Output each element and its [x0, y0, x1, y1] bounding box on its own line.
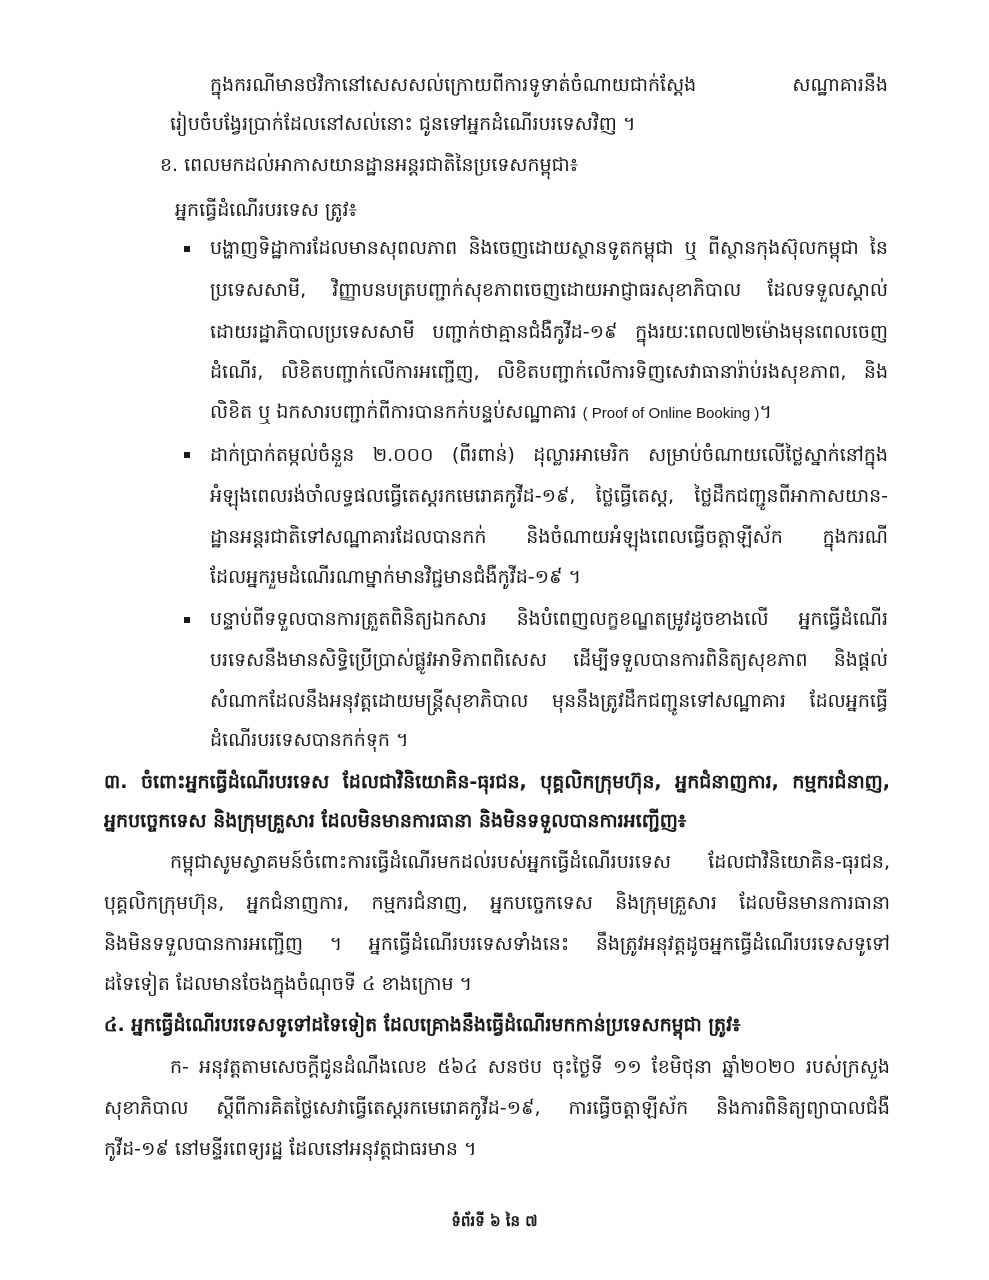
section-3-heading-line-2: អ្នកបច្ចេកទេស និងក្រុមគ្រួសារ ដែលមិនមានការធានា និងមិនទទួលបានការអញ្ជើញ៖ — [104, 810, 687, 832]
intro-line-1: ក្នុងករណីមានថវិកានៅសេសសល់ក្រោយពីការទូទាត់ចំណាយជាក់ស្តែង សណ្ឋាគារនឹង — [210, 74, 888, 96]
bullet-2-line-4: ដែលអ្នករួមដំណើរណាម្នាក់មានវិជ្ជមានជំងឺកូវីដ-១៩ ។ — [210, 566, 582, 588]
bullet-2-line-3: ដ្ឋានអន្តរជាតិទៅសណ្ឋាគារដែលបានកក់ និងចំណាយអំឡុងពេលធ្វើចត្តាឡីស័ក ក្នុងករណី — [210, 526, 888, 548]
bullet-1-marker — [184, 246, 190, 252]
bullet-1-line-1: បង្ហាញទិដ្ឋាការដែលមានសុពលភាព និងចេញដោយស្ថានទូតកម្ពុជា ឬ ពីស្ថានកុងស៊ុលកម្ពុជា នៃ — [210, 237, 888, 259]
bullet-2-line-1: ដាក់ប្រាក់តម្កល់ចំនួន ២.០០០ (ពីរពាន់) ដុល្លារអាមេរិក សម្រាប់ចំណាយលើថ្លៃស្នាក់នៅក្នុង — [210, 444, 888, 466]
section-3-para-line-4: ដទៃទៀត ដែលមានចែងក្នុងចំណុចទី ៤ ខាងក្រោម ។ — [104, 973, 473, 995]
bullet-3-line-4: ដំណើរបរទេសបានកក់ទុក ។ — [210, 729, 409, 751]
section-3-para-line-2: បុគ្គលិកក្រុមហ៊ុន, អ្នកជំនាញការ, កម្មករជំនាញ, អ្នកបច្ចេកទេស និងក្រុមគ្រួសារ ដែលមិនមានការធានា — [104, 892, 890, 914]
section-4-heading: ៤. អ្នកធ្វើដំណើរបរទេសទូទៅដទៃទៀត ដែលគ្រោងនឹងធ្វើដំណើរមកកាន់ប្រទេសកម្ពុជា ត្រូវ៖ — [104, 1014, 741, 1036]
bullet-1-line-2: ប្រទេសសាមី, វិញ្ញាបនបត្របញ្ជាក់សុខភាពចេញដោយអាជ្ញាធរសុខាភិបាល ដែលទទួលស្គាល់ — [210, 279, 888, 301]
section-4-para-line-1: ក- អនុវត្តតាមសេចក្តីជូនដំណឹងលេខ ៥៦៤ សនថប ចុះថ្ងៃទី ១១ ខែមិថុនា ឆ្នាំ២០២០ របស់ក្រសួង — [170, 1056, 890, 1078]
section-4-para-line-2: សុខាភិបាល ស្តីពីការគិតថ្លៃសេវាធ្វើតេស្តរកមេរោគកូវីដ-១៩, ការធ្វើចត្តាឡីស័ក និងការពិនិត្យព្យាបាលជំងឺ — [104, 1097, 890, 1119]
intro-line-2: រៀបចំបង្វែរប្រាក់ដែលនៅសល់នោះ ជូនទៅអ្នកដំណើរបរទេសវិញ ។ — [170, 113, 636, 135]
proof-of-online-booking: ( Proof of Online Booking ) — [582, 405, 760, 422]
bullet-3-line-3: សំណាកដែលនឹងអនុវត្តដោយមន្ត្រីសុខាភិបាល មុននឹងត្រូវដឹកជញ្ជូនទៅសណ្ឋាគារ ដែលអ្នកធ្វើ — [210, 690, 888, 712]
bullet-3-line-2: បរទេសនឹងមានសិទ្ធិប្រើប្រាស់ផ្លូវអាទិភាពពិសេស ដើម្បីទទួលបានការពិនិត្យសុខភាព និងផ្តល់ — [210, 649, 888, 671]
bullet-1-end-mark: ។ — [759, 401, 772, 423]
bullet-1-line-4: ដំណើរ, លិខិតបញ្ជាក់លើការអញ្ជើញ, លិខិតបញ្ជាក់លើការទិញសេវាធានារ៉ាប់រងសុខភាព, និង — [210, 361, 888, 383]
section-2-subtitle: អ្នកធ្វើដំណើរបរទេស ត្រូវ៖ — [175, 199, 357, 221]
section-3-para-line-1: កម្ពុជាសូមស្វាគមន៍ចំពោះការធ្វើដំណើរមកដល់របស់អ្នកធ្វើដំណើរបរទេស ដែលជាវិនិយោគិន-ធុរជន, — [170, 851, 890, 873]
section-2-title: ខ. ពេលមកដល់អាកាសយានដ្ឋានអន្តរជាតិនៃប្រទេសកម្ពុជា៖ — [160, 154, 579, 176]
bullet-1-line-3: ដោយរដ្ឋាភិបាលប្រទេសសាមី បញ្ជាក់ថាគ្មានជំងឺកូវីដ-១៩ ក្នុងរយៈពេល៧២ម៉ោងមុនពេលចេញ — [210, 321, 888, 343]
bullet-1-line-5 — [210, 397, 772, 429]
section-3-para-line-3: និងមិនទទួលបានការអញ្ជើញ ។ អ្នកធ្វើដំណើរបរទេសទាំងនេះ នឹងត្រូវអនុវត្តដូចអ្នកធ្វើដំណើរបរទេសទូទៅ — [104, 933, 890, 955]
section-4-para-line-3: កូវីដ-១៩ នៅមន្ទីរពេទ្យរដ្ឋ ដែលនៅអនុវត្តជាធរមាន ។ — [104, 1138, 477, 1160]
bullet-3-marker — [184, 617, 190, 623]
page-number: ទំព័រទី ៦ នៃ ៧ — [451, 1212, 538, 1230]
bullet-3-line-1: បន្ទាប់ពីទទួលបានការត្រួតពិនិត្យឯកសារ និងបំពេញលក្ខខណ្ឌតម្រូវដូចខាងលើ អ្នកធ្វើដំណើរ — [210, 608, 888, 630]
bullet-1-line-5-text: លិខិត ឬ ឯកសារបញ្ជាក់ពីការបានកក់បន្ទប់សណ្ឋាគារ — [210, 401, 577, 423]
bullet-2-line-2: អំឡុងពេលរង់ចាំលទ្ធផលធ្វើតេស្តរកមេរោគកូវីដ-១៩, ថ្លៃធ្វើតេស្ត, ថ្លៃដឹកជញ្ជូនពីអាកាសយាន- — [210, 485, 888, 507]
section-3-heading-line-1: ៣. ចំពោះអ្នកធ្វើដំណើរបរទេស ដែលជាវិនិយោគិន-ធុរជន, បុគ្គលិកក្រុមហ៊ុន, អ្នកជំនាញការ, កម្មករជំនាញ, — [104, 771, 890, 793]
bullet-2-marker — [184, 452, 190, 458]
